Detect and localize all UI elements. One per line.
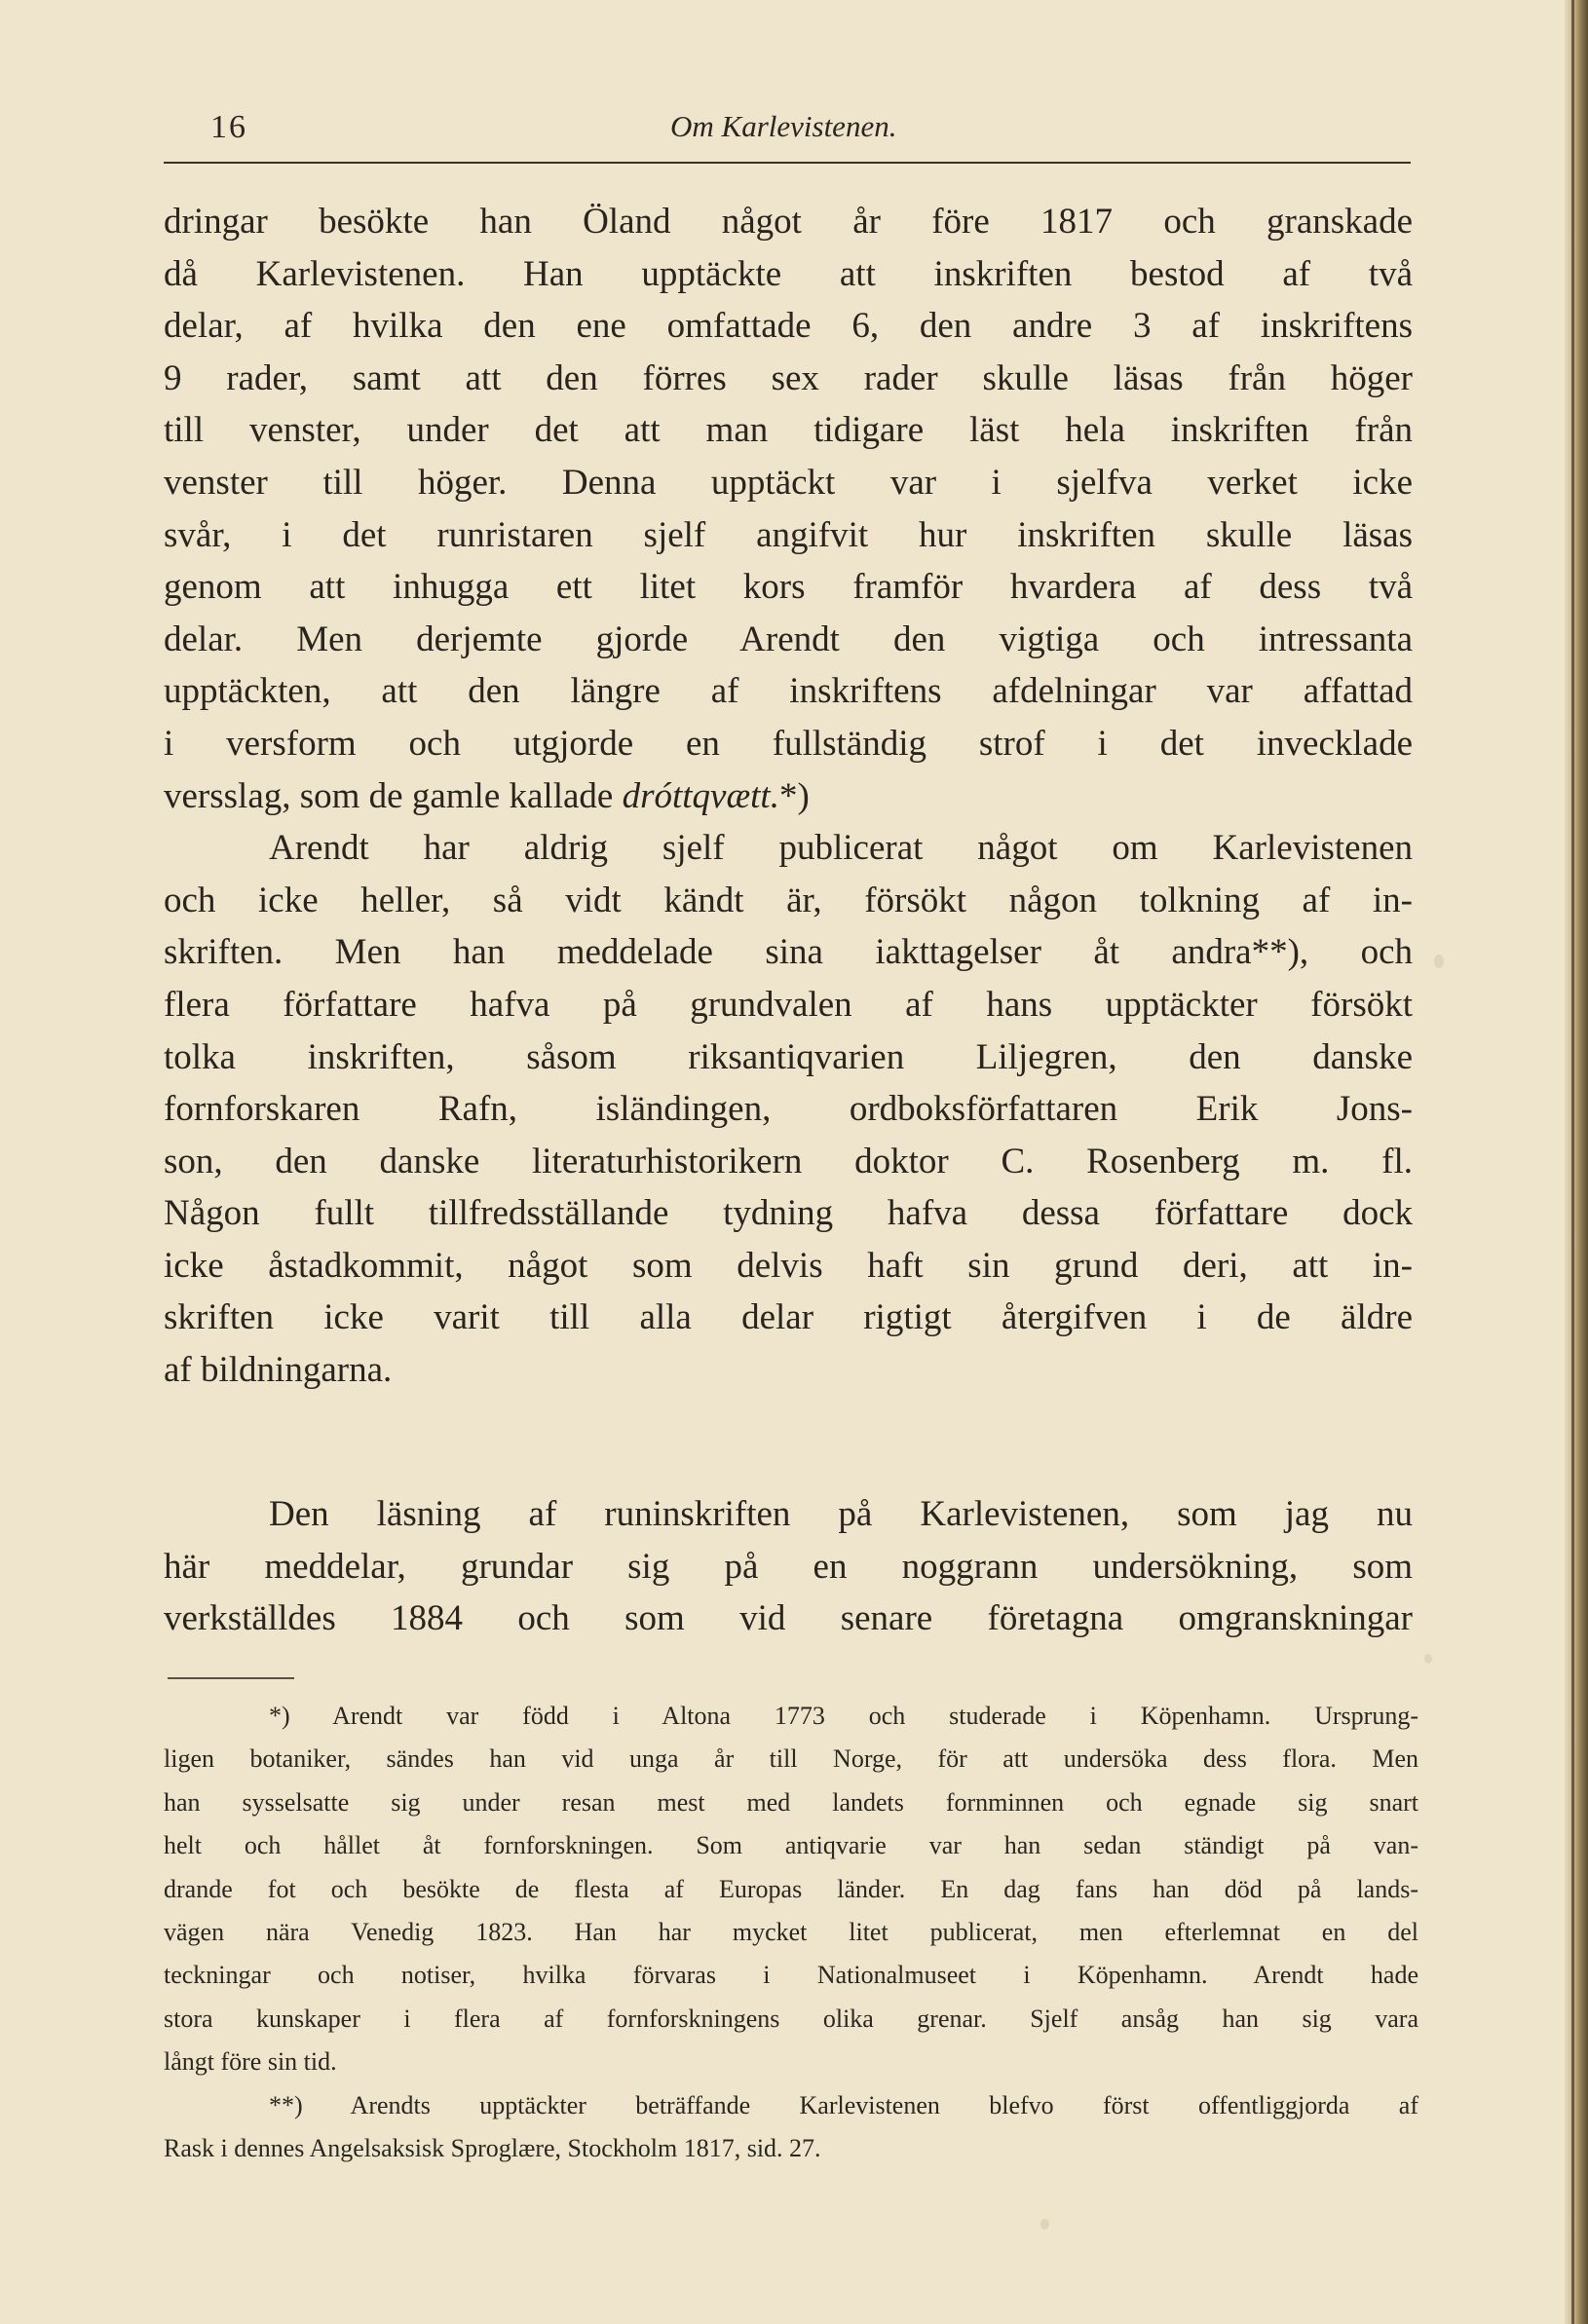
text-line: icke åstadkommit, något som delvis haft sin grund deri, att in- [164, 1245, 1413, 1286]
text-line: tolka inskriften, såsom riksantiqvarien Liljegren, den danske [164, 1036, 1413, 1077]
footnote-line: han sysselsatte sig under resan mest med landets fornminnen och egnade sig snart [164, 1787, 1418, 1817]
text-line: dringar besökte han Öland något år före 1817 och granskade [164, 202, 1413, 242]
text-line: här meddelar, grundar sig på en noggrann undersökning, som [164, 1546, 1413, 1587]
footnote-line: stora kunskaper i flera af fornforskningens olika grenar. Sjelf ansåg han sig vara [164, 2004, 1418, 2033]
footnote-line: **) Arendts upptäckter beträffande Karlevistenen blefvo först offentliggjorda af [269, 2090, 1418, 2119]
book-binding-edge [1565, 0, 1588, 2324]
footnote-rule [168, 1677, 294, 1679]
footnotes [164, 1695, 1418, 2170]
text-line: Någon fullt tillfredsställande tydning hafva dessa författare dock [164, 1193, 1413, 1234]
footnote-marker: *) [778, 775, 810, 816]
text-line: Den läsning af runinskriften på Karlevistenen, som jag nu [269, 1494, 1413, 1534]
text-line: son, den danske literaturhistorikern doktor C. Rosenberg m. fl. [164, 1141, 1413, 1181]
main-text-continued [164, 1488, 1413, 1645]
main-text [164, 196, 1413, 1397]
text-line: 9 rader, samt att den förres sex rader skulle läsas från höger [164, 357, 1413, 398]
running-head [164, 109, 1411, 154]
italic-term: dróttqvætt. [622, 775, 779, 816]
header-rule [164, 162, 1411, 164]
paper-stain [1424, 1654, 1432, 1664]
text-line: delar. Men derjemte gjorde Arendt den vigtiga och intressanta [164, 618, 1413, 659]
text-line: svår, i det runristaren sjelf angifvit hur inskriften skulle läsas [164, 514, 1413, 555]
text-line: till venster, under det att man tidigare läst hela inskriften från [164, 410, 1413, 451]
paper-stain [1040, 2219, 1049, 2230]
text-line: genom att inhugga ett litet kors framför hvardera af dess två [164, 567, 1413, 608]
text-line: skriften icke varit till alla delar rigtigt återgifven i de äldre [164, 1297, 1413, 1338]
text-line: flera författare hafva på grundvalen af hans upptäckter försökt [164, 984, 1413, 1025]
running-title: Om Karlevistenen. [670, 109, 897, 143]
text-line [164, 770, 1413, 823]
text-line: då Karlevistenen. Han upptäckte att inskriften bestod af två [164, 253, 1413, 294]
footnote-line: *) Arendt var född i Altona 1773 och studerade i Köpenhamn. Ursprung- [269, 1702, 1418, 1730]
page-number: 16 [210, 109, 247, 145]
text-line: delar, af hvilka den ene omfattade 6, den andre 3 af inskriftens [164, 306, 1413, 347]
text-line: fornforskaren Rafn, isländingen, ordboksförfattaren Erik Jons- [164, 1089, 1413, 1130]
footnote-line: drande fot och besökte de flesta af Europas länder. En dag fans han död på lands- [164, 1874, 1418, 1903]
text-line: af bildningarna. [164, 1350, 393, 1391]
footnote-line: vägen nära Venedig 1823. Han har mycket litet publicerat, men efterlemnat en del [164, 1917, 1418, 1946]
binding-shadow-line [1571, 0, 1574, 2324]
footnote-line: ligen botaniker, sändes han vid unga år till Norge, för att undersöka dess flora. Men [164, 1744, 1418, 1774]
footnote-line: teckningar och notiser, hvilka förvaras i Nationalmuseet i Köpenhamn. Arendt hade [164, 1961, 1418, 1990]
text-line: Arendt har aldrig sjelf publicerat något om Karlevistenen [269, 828, 1413, 869]
text-line: och icke heller, så vidt kändt är, försökt någon tolkning af in- [164, 880, 1413, 920]
paper-stain [1434, 955, 1444, 968]
footnote-line: Rask i dennes Angelsaksisk Sproglære, Stockholm 1817, sid. 27. [164, 2133, 821, 2162]
text-fragment: versslag, som de gamle kallade [164, 775, 623, 816]
footnote-line: helt och hållet åt fornforskningen. Som antiqvarie var han sedan ständigt på van- [164, 1831, 1418, 1860]
text-line: verkställdes 1884 och som vid senare företagna omgranskningar [164, 1598, 1413, 1639]
text-line: upptäckten, att den längre af inskriftens afdelningar var affattad [164, 671, 1413, 712]
text-line: i versform och utgjorde en fullständig strof i det invecklade [164, 723, 1413, 764]
footnote-line: långt före sin tid. [164, 2047, 337, 2077]
text-line: venster till höger. Denna upptäckt var i sjelfva verket icke [164, 462, 1413, 503]
text-line: skriften. Men han meddelade sina iakttagelser åt andra**), och [164, 932, 1413, 973]
